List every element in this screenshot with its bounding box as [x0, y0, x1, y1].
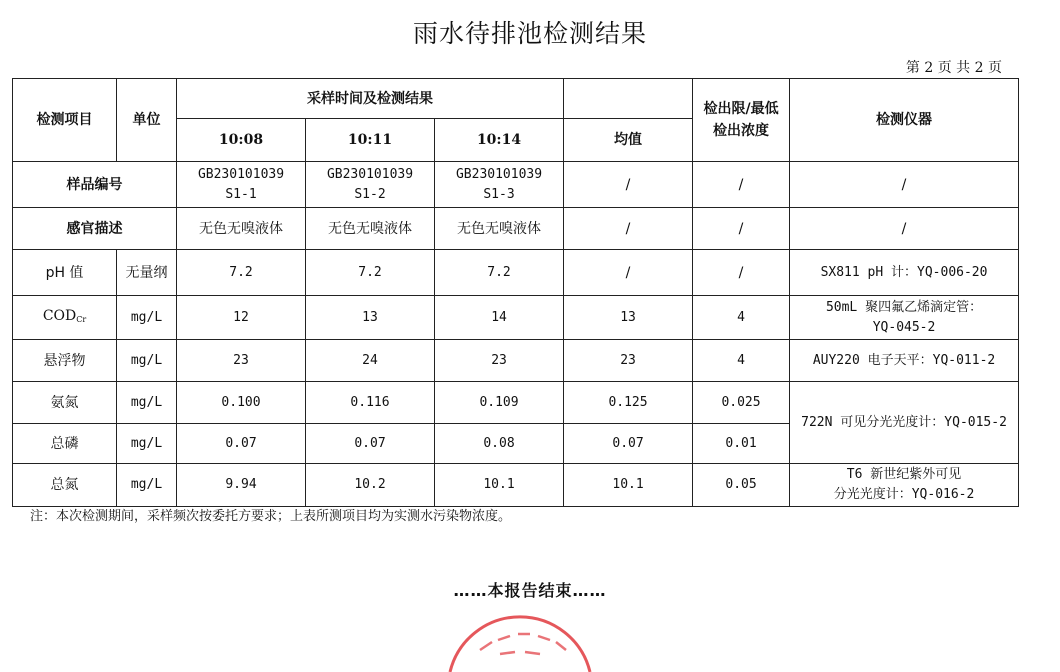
sensory-value-2: 无色无嗅液体 [306, 208, 435, 250]
header-sampling: 采样时间及检测结果 [177, 79, 564, 119]
tp-value-3: 0.08 [435, 424, 564, 464]
header-limit [693, 79, 790, 162]
ph-value-2: 7.2 [306, 250, 435, 296]
sensory-instrument: / [790, 208, 1019, 250]
header-mean: 均值 [564, 119, 693, 162]
ph-label: pH 值 [13, 250, 117, 296]
table-row [13, 340, 1019, 382]
sample-no-mean: / [564, 162, 693, 208]
tn-instrument-line1: T6 新世纪紫外可见 [846, 467, 962, 482]
tp-limit: 0.01 [693, 424, 790, 464]
ammonia-label: 氨氮 [13, 382, 117, 424]
shared-instrument: 722N 可见分光光度计：YQ-015-2 [790, 382, 1019, 464]
ss-value-3: 23 [435, 340, 564, 382]
ammonia-value-3: 0.109 [435, 382, 564, 424]
table-row [13, 464, 1019, 507]
ss-value-2: 24 [306, 340, 435, 382]
sample-id-1-line1: GB230101039 [197, 166, 285, 182]
tn-limit: 0.05 [693, 464, 790, 507]
tp-label: 总磷 [13, 424, 117, 464]
ammonia-limit: 0.025 [693, 382, 790, 424]
ph-mean: / [564, 250, 693, 296]
cod-label-text: COD [42, 307, 77, 324]
results-table [12, 78, 1019, 507]
table-row [13, 208, 1019, 250]
sample-id-2-line1: GB230101039 [326, 166, 414, 182]
sample-id-1 [177, 162, 306, 208]
report-title: 雨水待排池检测结果 [412, 19, 647, 48]
sample-id-2 [306, 162, 435, 208]
cod-unit: mg/L [117, 296, 177, 340]
ph-value-3: 7.2 [435, 250, 564, 296]
tp-value-2: 0.07 [306, 424, 435, 464]
header-limit-text: 检出限/最低检出浓度 [703, 101, 779, 139]
sample-no-instrument: / [790, 162, 1019, 208]
cod-instrument [790, 296, 1019, 340]
tp-value-1: 0.07 [177, 424, 306, 464]
ph-unit: 无量纲 [117, 250, 177, 296]
sample-id-3-line1: GB230101039 [455, 166, 543, 182]
tn-value-1: 9.94 [177, 464, 306, 507]
ammonia-unit: mg/L [117, 382, 177, 424]
cod-instrument-line1: 50mL 聚四氟乙烯滴定管： [825, 299, 983, 315]
ss-instrument: AUY220 电子天平：YQ-011-2 [790, 340, 1019, 382]
header-instrument: 检测仪器 [790, 79, 1019, 162]
page-info: 第 2 页 共 2 页 [905, 60, 1002, 76]
cod-limit: 4 [693, 296, 790, 340]
row-sensory-label: 感官描述 [13, 208, 177, 250]
tn-value-2: 10.2 [306, 464, 435, 507]
sample-id-1-line2: S1-1 [225, 186, 257, 202]
sample-no-limit: / [693, 162, 790, 208]
cod-label-sub: Cr [76, 314, 87, 324]
sample-id-3 [435, 162, 564, 208]
ammonia-value-1: 0.100 [177, 382, 306, 424]
row-sample-no-label: 样品编号 [13, 162, 177, 208]
ph-value-1: 7.2 [177, 250, 306, 296]
tp-unit: mg/L [117, 424, 177, 464]
sample-id-2-line2: S1-2 [354, 186, 386, 202]
footnote: 注：本次检测期间，采样频次按委托方要求；上表所测项目均为实测水污染物浓度。 [30, 509, 512, 524]
ammonia-value-2: 0.116 [306, 382, 435, 424]
tn-label: 总氮 [13, 464, 117, 507]
tn-value-3: 10.1 [435, 464, 564, 507]
header-time-3: 10:14 [435, 119, 564, 162]
ph-limit: / [693, 250, 790, 296]
ss-value-1: 23 [177, 340, 306, 382]
ss-limit: 4 [693, 340, 790, 382]
header-item: 检测项目 [13, 79, 117, 162]
end-of-report: ……本报告结束…… [453, 581, 607, 600]
ph-instrument: SX811 pH 计：YQ-006-20 [790, 250, 1019, 296]
tn-mean: 10.1 [564, 464, 693, 507]
sensory-limit: / [693, 208, 790, 250]
header-time-2: 10:11 [306, 119, 435, 162]
tn-unit: mg/L [117, 464, 177, 507]
tp-mean: 0.07 [564, 424, 693, 464]
ss-unit: mg/L [117, 340, 177, 382]
ammonia-mean: 0.125 [564, 382, 693, 424]
header-unit: 单位 [117, 79, 177, 162]
cod-mean: 13 [564, 296, 693, 340]
ss-mean: 23 [564, 340, 693, 382]
sensory-value-3: 无色无嗅液体 [435, 208, 564, 250]
ss-label: 悬浮物 [13, 340, 117, 382]
header-row-1 [13, 79, 1019, 119]
cod-value-3: 14 [435, 296, 564, 340]
cod-instrument-line2: YQ-045-2 [872, 319, 936, 335]
header-time-1: 10:08 [177, 119, 306, 162]
seal-stamp-icon [440, 612, 600, 672]
sensory-mean: / [564, 208, 693, 250]
sensory-value-1: 无色无嗅液体 [177, 208, 306, 250]
tn-instrument-line2: 分光光度计：YQ-016-2 [833, 487, 975, 502]
table-row [13, 296, 1019, 340]
cod-value-1: 12 [177, 296, 306, 340]
table-row [13, 382, 1019, 424]
cod-value-2: 13 [306, 296, 435, 340]
table-row [13, 162, 1019, 208]
cod-label [13, 296, 117, 340]
header-mean-top [564, 79, 693, 119]
table-row [13, 250, 1019, 296]
sample-id-3-line2: S1-3 [483, 186, 515, 202]
tn-instrument [790, 464, 1019, 507]
